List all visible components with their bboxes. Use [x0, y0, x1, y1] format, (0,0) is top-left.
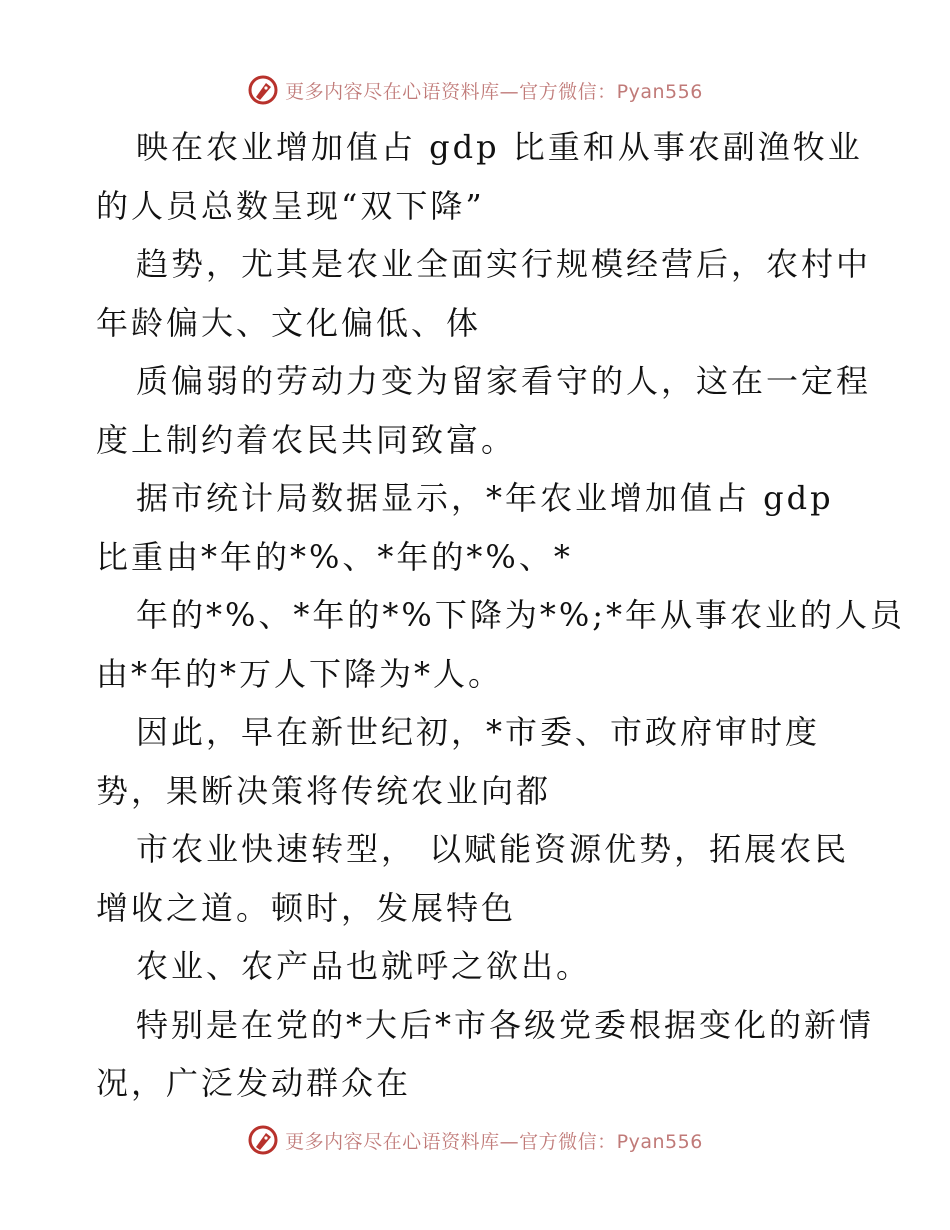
body-line: 况，广泛发动群众在 — [96, 1064, 412, 1102]
body-line: 的人员总数呈现“双下降” — [96, 186, 485, 225]
body-line: 因此，早在新世纪初，*市委、市政府审时度 — [136, 713, 821, 751]
pen-nib-logo-icon — [247, 74, 279, 106]
body-line: 趋势，尤其是农业全面实行规模经营后，农村中 — [136, 245, 872, 283]
body-line: 增收之道。顿时，发展特色 — [96, 888, 517, 927]
document-body — [96, 118, 906, 1113]
body-line: 映在农业增加值占 gdp 比重和从事农副渔牧业 — [136, 128, 863, 166]
body-line: 据市统计局数据显示，*年农业增加值占 gdp — [136, 479, 834, 517]
body-line: 市农业快速转型， 以赋能资源优势，拓展农民 — [136, 830, 850, 868]
footer-watermark-text: 更多内容尽在心语资料库—官方微信：Pyan556 — [285, 1130, 703, 1153]
body-line: 年的*%、*年的*%下降为*%;*年从事农业的人员 — [136, 596, 906, 634]
footer-watermark-banner — [0, 1120, 950, 1160]
body-line: 势，果断决策将传统农业向都 — [96, 771, 552, 810]
body-line: 比重由*年的*%、*年的*%、* — [96, 537, 573, 576]
body-line: 由*年的*万人下降为*人。 — [96, 654, 504, 693]
header-watermark-banner — [0, 70, 950, 110]
body-line: 质偏弱的劳动力变为留家看守的人，这在一定程 — [136, 362, 872, 400]
body-line: 特别是在党的*大后*市各级党委根据变化的新情 — [136, 1005, 875, 1044]
header-watermark-text: 更多内容尽在心语资料库—官方微信：Pyan556 — [285, 80, 703, 103]
pen-nib-logo-icon — [247, 1124, 279, 1156]
body-line: 农业、农产品也就呼之欲出。 — [136, 947, 592, 985]
body-line: 度上制约着农民共同致富。 — [96, 420, 517, 459]
body-line: 年龄偏大、文化偏低、体 — [96, 303, 482, 342]
